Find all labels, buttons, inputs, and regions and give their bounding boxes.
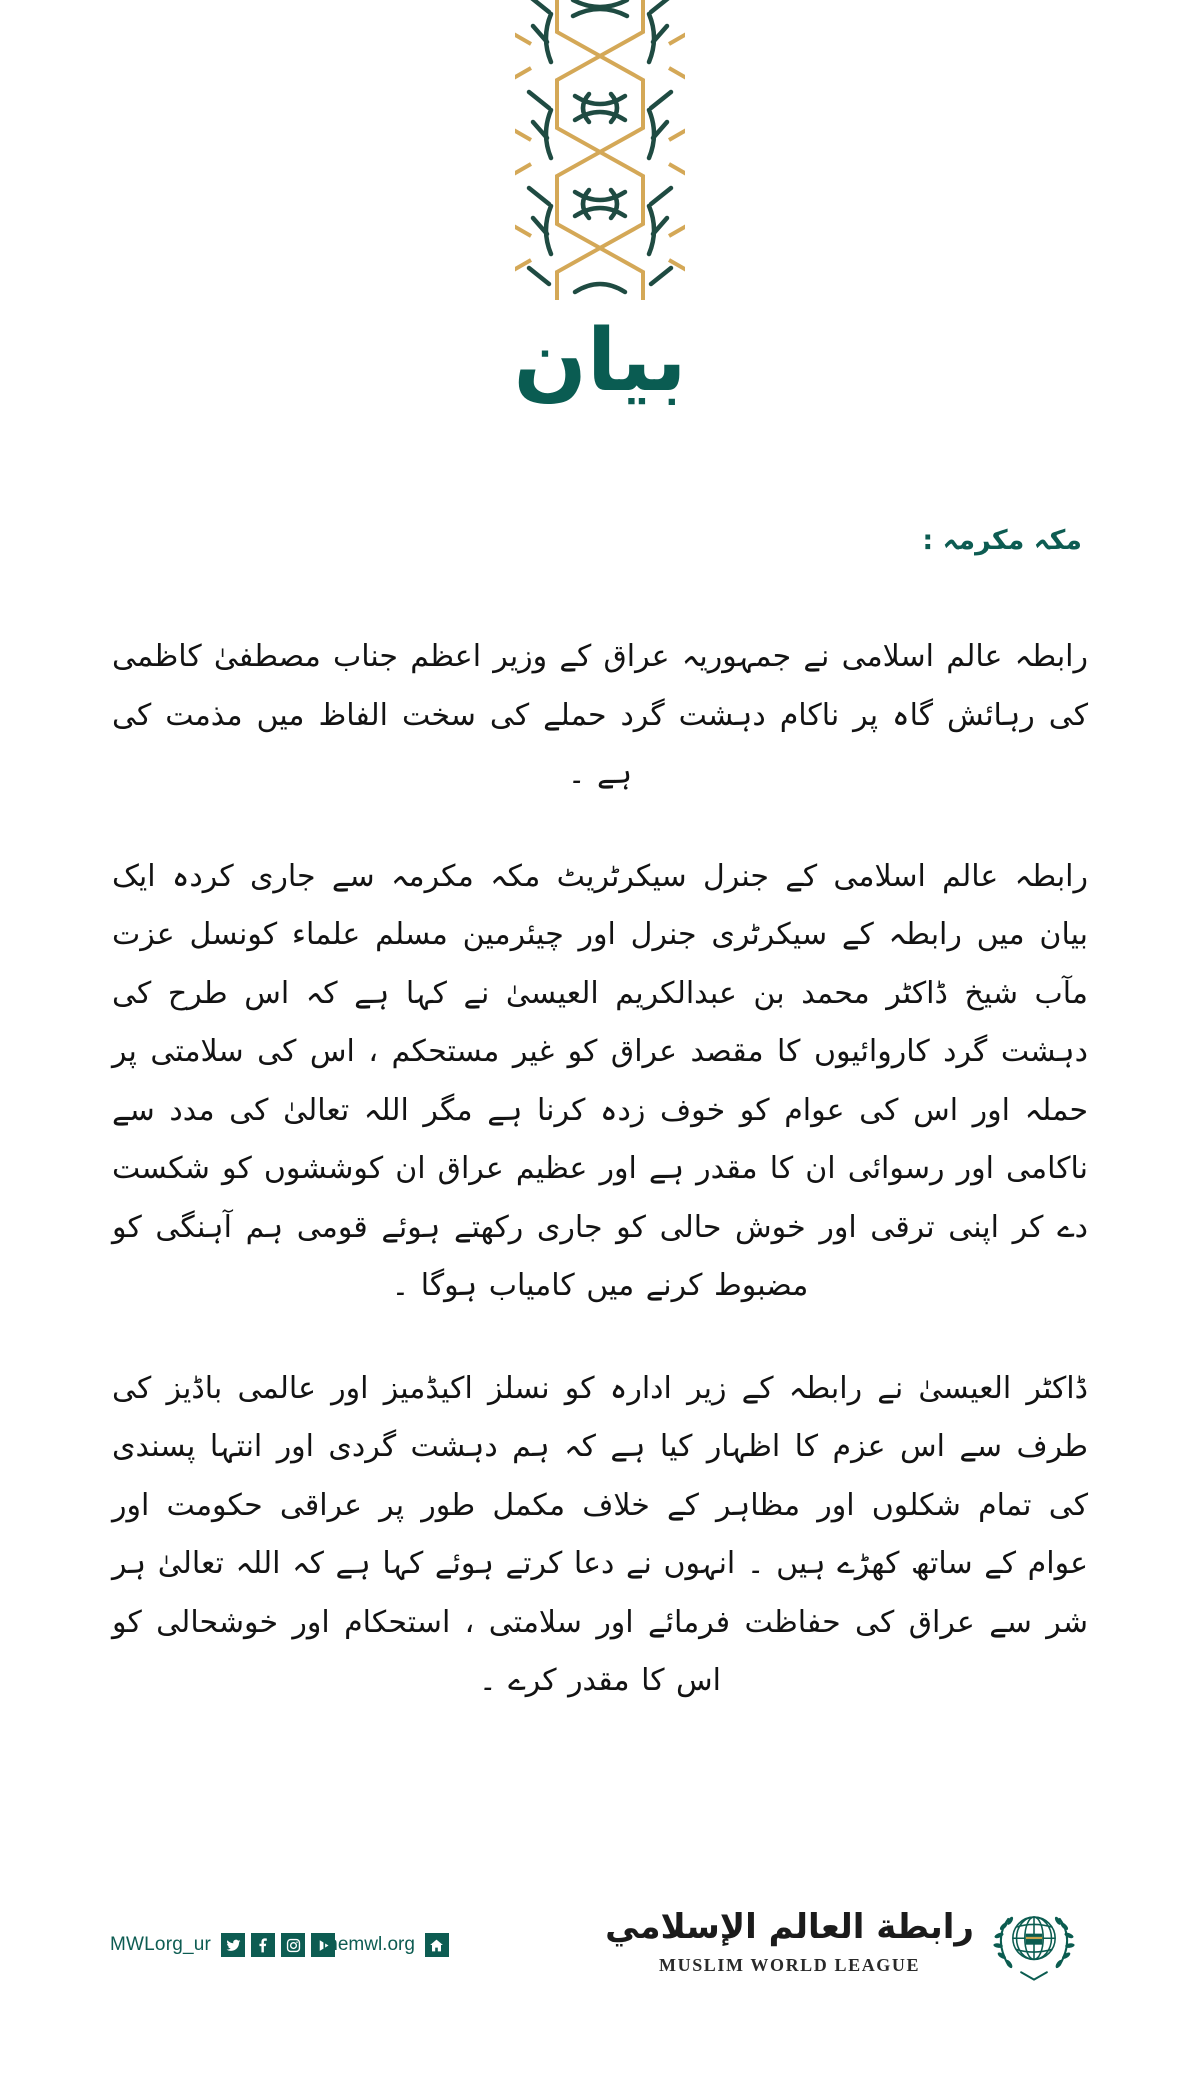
logo-arabic-name: رابطة العالم الإسلامي [605, 1907, 974, 1948]
home-icon[interactable] [425, 1933, 449, 1957]
organization-logo [605, 1895, 1080, 1987]
logo-text-column [605, 1906, 974, 1976]
social-media-block [110, 1933, 341, 1957]
website-url-label: themwl.org [322, 1934, 415, 1955]
statement-paragraph-3: ڈاکٹر العیسیٰ نے رابطہ کے زیر ادارہ کو نسلز اکیڈمیز اور عالمی باڈیز کی طرف سے اس عزم کا اظہار کیا ہے کہ ہم دہشت گردی اور انتہا پسندی کی تمام شکلوں اور مظاہر کے خلاف مکمل طور پر عراقی حکومت اور عوام کے ساتھ کھڑے ہیں ۔ انہوں نے دعا کرتے ہوئے کہا ہے کہ اللہ تعالیٰ ہر شر سے عراق کی حفاظت فرمائے اور سلامتی ، استحکام اور خوشحالی کو اس کا مقدر کرے ۔ [112, 1370, 1088, 1698]
statement-paragraph-2: رابطہ عالم اسلامی کے جنرل سیکرٹریٹ مکہ مکرمہ سے جاری کردہ ایک بیان میں رابطہ کے سیکرٹری جنرل اور چیئرمین مسلم علماء کونسل عزت مآب شیخ ڈاکٹر محمد بن عبدالکریم العیسیٰ نے کہا ہے کہ اس طرح کی دہشت گرد کاروائیوں کا مقصد عراق کو غیر مستحکم ، اس کی سلامتی پر حملہ اور اس کی عوام کو خوف زدہ کرنا ہے مگر اللہ تعالیٰ کی مدد سے ناکامی اور رسوائی ان کا مقدر ہے اور عظیم عراق ان کوششوں کو شکست دے کر اپنی ترقی اور خوش حالی کو جاری رکھتے ہوئے قومی ہم آہنگی کو مضبوط کرنے میں کامیاب ہوگا ۔ [112, 858, 1088, 1303]
page-title: بيان [513, 311, 687, 411]
globe-kaaba-wreath-emblem [988, 1895, 1080, 1987]
header-ornament-pattern [515, 0, 685, 300]
website-block [322, 1933, 455, 1957]
facebook-icon[interactable] [251, 1933, 275, 1957]
logo-english-name: MUSLIM WORLD LEAGUE [659, 1954, 921, 1975]
twitter-icon[interactable] [221, 1933, 245, 1957]
instagram-icon[interactable] [281, 1933, 305, 1957]
statement-body [112, 628, 1088, 1711]
dateline-location: مکہ مکرمہ : [922, 525, 1082, 556]
page-footer [0, 1895, 1200, 2025]
dateline-container [82, 525, 1082, 556]
social-handle-label: MWLorg_ur [110, 1934, 212, 1955]
page-title-container [0, 311, 1200, 411]
statement-paragraph-1: رابطہ عالم اسلامی نے جمہوریہ عراق کے وزیر اعظم جناب مصطفیٰ کاظمی کی رہائش گاہ پر ناکام دہشت گرد حملے کی سخت الفاظ میں مذمت کی ہے ۔ [112, 639, 1088, 791]
